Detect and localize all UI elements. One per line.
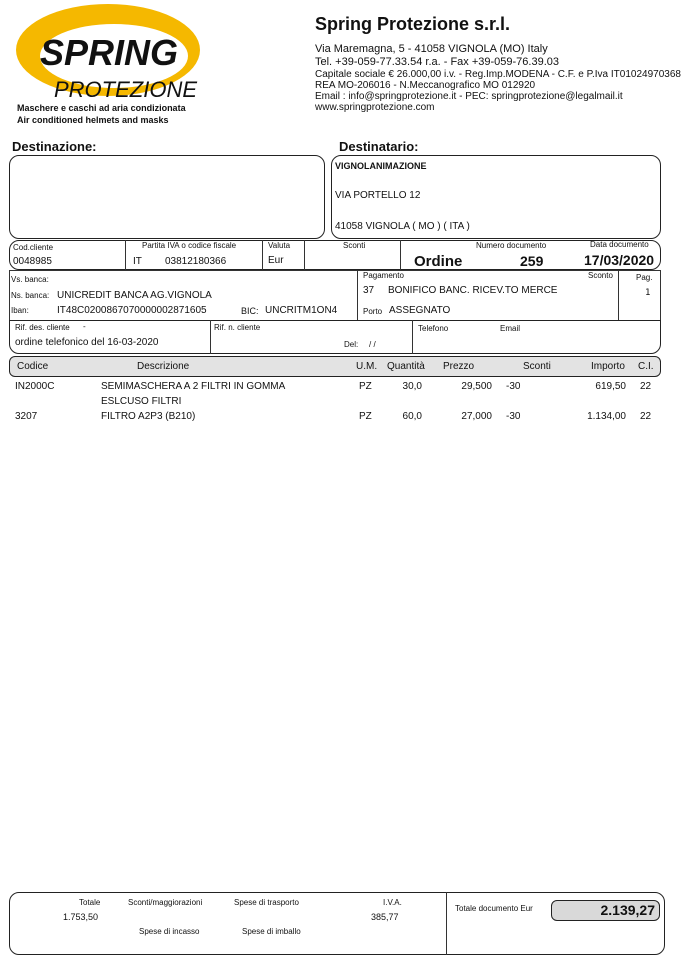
spese-imballo-label: Spese di imballo — [242, 927, 301, 936]
sconto-label: Sconto — [588, 271, 613, 280]
col-ci: C.I. — [638, 361, 654, 372]
logo-tagline-it: Maschere e caschi ad aria condizionata — [17, 103, 186, 113]
col-codice: Codice — [17, 361, 49, 372]
numero-documento-label: Numero documento — [476, 241, 547, 250]
telefono-label: Telefono — [418, 324, 449, 333]
pagamento-desc: BONIFICO BANC. RICEV.TO MERCE — [388, 285, 558, 296]
table-row-2-um: PZ — [359, 411, 372, 422]
recipient-city: 41058 VIGNOLA ( MO ) ( ITA ) — [335, 221, 470, 232]
totale-label: Totale — [79, 898, 101, 907]
cod-cliente-label: Cod.cliente — [13, 243, 54, 252]
vs-banca-label: Vs. banca: — [11, 275, 49, 284]
iva-value: 385,77 — [371, 912, 399, 922]
pagamento-code: 37 — [363, 285, 375, 296]
company-capital: Capitale sociale € 26.000,00 i.v. - Reg.Imp.MODENA - C.F. e P.Iva IT01024970368 — [315, 69, 681, 80]
spese-trasporto-label: Spese di trasporto — [234, 898, 299, 907]
partita-iva-label: Partita IVA o codice fiscale — [142, 241, 237, 250]
col-prezzo: Prezzo — [443, 361, 475, 372]
document-date: 17/03/2020 — [584, 252, 655, 268]
ns-banca-value: UNICREDIT BANCA AG.VIGNOLA — [57, 290, 212, 301]
del-label: Del: — [344, 340, 359, 349]
col-sconti: Sconti — [523, 361, 551, 372]
porto-label: Porto — [363, 307, 383, 316]
table-row-2-prezzo: 27,000 — [461, 411, 492, 422]
partita-iva-value: 03812180366 — [165, 256, 227, 267]
logo-protezione-text: PROTEZIONE — [54, 77, 198, 102]
rif-des-cliente-label: Rif. des. cliente — [15, 323, 70, 332]
email-label: Email — [500, 324, 521, 333]
del-value: / / — [369, 340, 376, 349]
totale-documento-value: 2.139,27 — [600, 902, 655, 918]
valuta-value: Eur — [268, 255, 284, 266]
table-row-1-sconti: -30 — [506, 381, 521, 392]
table-row-1-ci: 22 — [640, 381, 652, 392]
iban-label: Iban: — [11, 306, 29, 315]
table-row-1-quantita: 30,0 — [402, 381, 422, 392]
sconti-maggiorazioni-label: Sconti/maggiorazioni — [128, 898, 203, 907]
company-website: www.springprotezione.com — [315, 102, 435, 113]
bic-label: BIC: — [241, 306, 259, 316]
sconti-label: Sconti — [343, 241, 366, 250]
col-descrizione: Descrizione — [137, 361, 190, 372]
table-row-2-codice: 3207 — [15, 411, 38, 422]
table-row-2-sconti: -30 — [506, 411, 521, 422]
totale-documento-label: Totale documento Eur — [455, 904, 533, 913]
totale-value: 1.753,50 — [63, 912, 99, 922]
ns-banca-label: Ns. banca: — [11, 291, 50, 300]
rif-des-cliente-value: ordine telefonico del 16-03-2020 — [15, 337, 159, 348]
rif-des-marker: - — [83, 322, 86, 331]
porto-value: ASSEGNATO — [389, 305, 451, 316]
col-um: U.M. — [356, 361, 378, 372]
iva-label: I.V.A. — [383, 898, 402, 907]
table-row-1-um: PZ — [359, 381, 372, 392]
logo-tagline-en: Air conditioned helmets and masks — [17, 115, 169, 125]
company-address: Via Maremagna, 5 - 41058 VIGNOLA (MO) Italy — [315, 43, 548, 55]
table-row-1-descrizione: SEMIMASCHERA A 2 FILTRI IN GOMMA — [101, 381, 286, 392]
recipient-name: VIGNOLANIMAZIONE — [335, 161, 427, 171]
pag-label: Pag. — [636, 273, 653, 282]
destinatario-label: Destinatario: — [339, 139, 419, 154]
recipient-street: VIA PORTELLO 12 — [335, 190, 421, 201]
destinazione-label: Destinazione: — [12, 139, 97, 154]
document-type: Ordine — [414, 253, 463, 270]
company-email: Email : info@springprotezione.it - PEC: springprotezione@legalmail.it — [315, 91, 623, 102]
partita-iva-prefix: IT — [133, 256, 142, 267]
company-phone: Tel. +39-059-77.33.54 r.a. - Fax +39-059-76.39.03 — [315, 56, 559, 68]
destinazione-box — [9, 155, 325, 239]
document-number: 259 — [520, 253, 544, 269]
pagamento-label: Pagamento — [363, 271, 404, 280]
col-quantita: Quantità — [387, 361, 425, 372]
table-row-2-ci: 22 — [640, 411, 652, 422]
table-row-1-prezzo: 29,500 — [461, 381, 492, 392]
valuta-label: Valuta — [268, 241, 291, 250]
col-importo: Importo — [591, 361, 625, 372]
iban-value: IT48C0200867070000002871605 — [57, 305, 207, 316]
spese-incasso-label: Spese di incasso — [139, 927, 200, 936]
data-documento-label: Data documento — [590, 240, 649, 249]
cod-cliente-value: 0048985 — [13, 256, 52, 267]
company-rea: REA MO-206016 - N.Meccanografico MO 012920 — [315, 80, 536, 91]
rif-n-cliente-label: Rif. n. cliente — [214, 323, 261, 332]
table-row-2-importo: 1.134,00 — [587, 411, 626, 422]
items-table-header — [9, 356, 661, 377]
spring-protezione-logo — [14, 2, 202, 102]
doc-info-row — [9, 240, 661, 270]
company-name: Spring Protezione s.r.l. — [315, 14, 511, 34]
table-row-1-importo: 619,50 — [595, 381, 626, 392]
logo-spring-text: SPRING — [40, 32, 179, 73]
bic-value: UNCRITM1ON4 — [265, 305, 338, 316]
table-row-2-descrizione: FILTRO A2P3 (B210) — [101, 411, 196, 422]
table-row-1-codice: IN2000C — [15, 381, 55, 392]
pag-value: 1 — [645, 288, 651, 298]
table-row-1-descrizione-2: ESLCUSO FILTRI — [101, 396, 182, 407]
table-row-2-quantita: 60,0 — [402, 411, 422, 422]
